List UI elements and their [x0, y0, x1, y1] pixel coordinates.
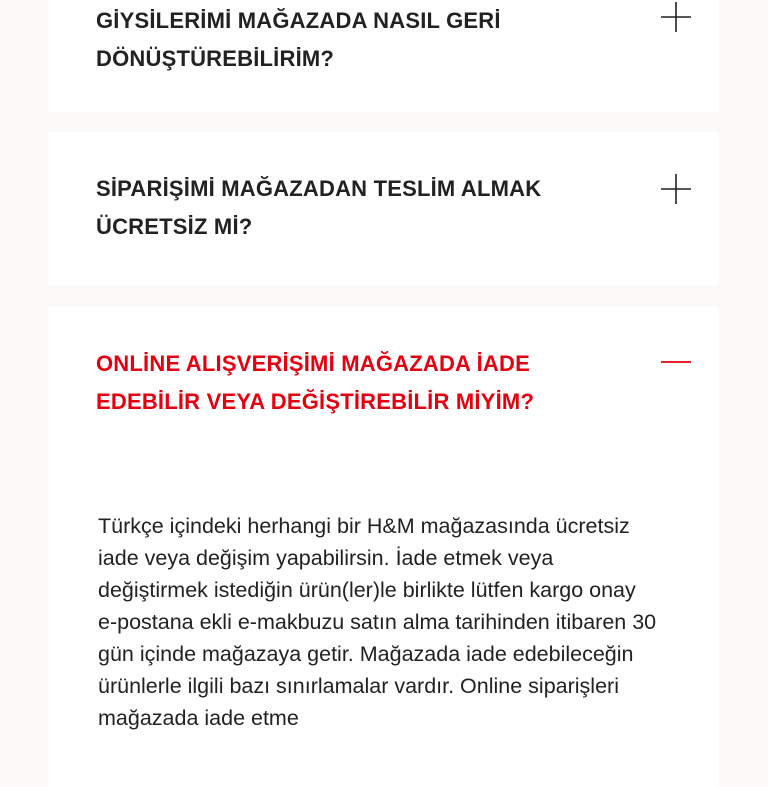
faq-question-1[interactable]: GİYSİLERİMİ MAĞAZADA NASIL GERİ DÖNÜŞTÜREBİLİRİM?	[96, 8, 501, 71]
plus-icon[interactable]	[661, 2, 691, 32]
faq-answer-3: Türkçe içindeki herhangi bir H&M mağazasında ücretsiz iade veya değişim yapabilirsin. İade etmek veya değiştirmek istediğin ürün(ler)le birlikte lütfen kargo onay e-postana ekli e-makbuzu satın alma tarihinden itibaren 30 gün içinde mağazaya getir. Mağazada iade edebileceğin ürünlerle ilgili bazı sınırlamalar vardır. Online siparişleri mağazada iade etme	[98, 514, 657, 730]
minus-icon[interactable]	[661, 347, 691, 377]
faq-question-3[interactable]: ONLİNE ALIŞVERİŞİMİ MAĞAZADA İADE EDEBİLİR VEYA DEĞİŞTİREBİLİR MİYİM?	[96, 351, 535, 414]
faq-item-3[interactable]	[48, 307, 719, 787]
faq-item-2[interactable]	[48, 132, 719, 285]
plus-icon[interactable]	[661, 174, 691, 204]
faq-question-2[interactable]: SİPARİŞİMİ MAĞAZADAN TESLİM ALMAK ÜCRETSİZ Mİ?	[96, 176, 542, 239]
faq-item-1[interactable]	[48, 0, 719, 112]
